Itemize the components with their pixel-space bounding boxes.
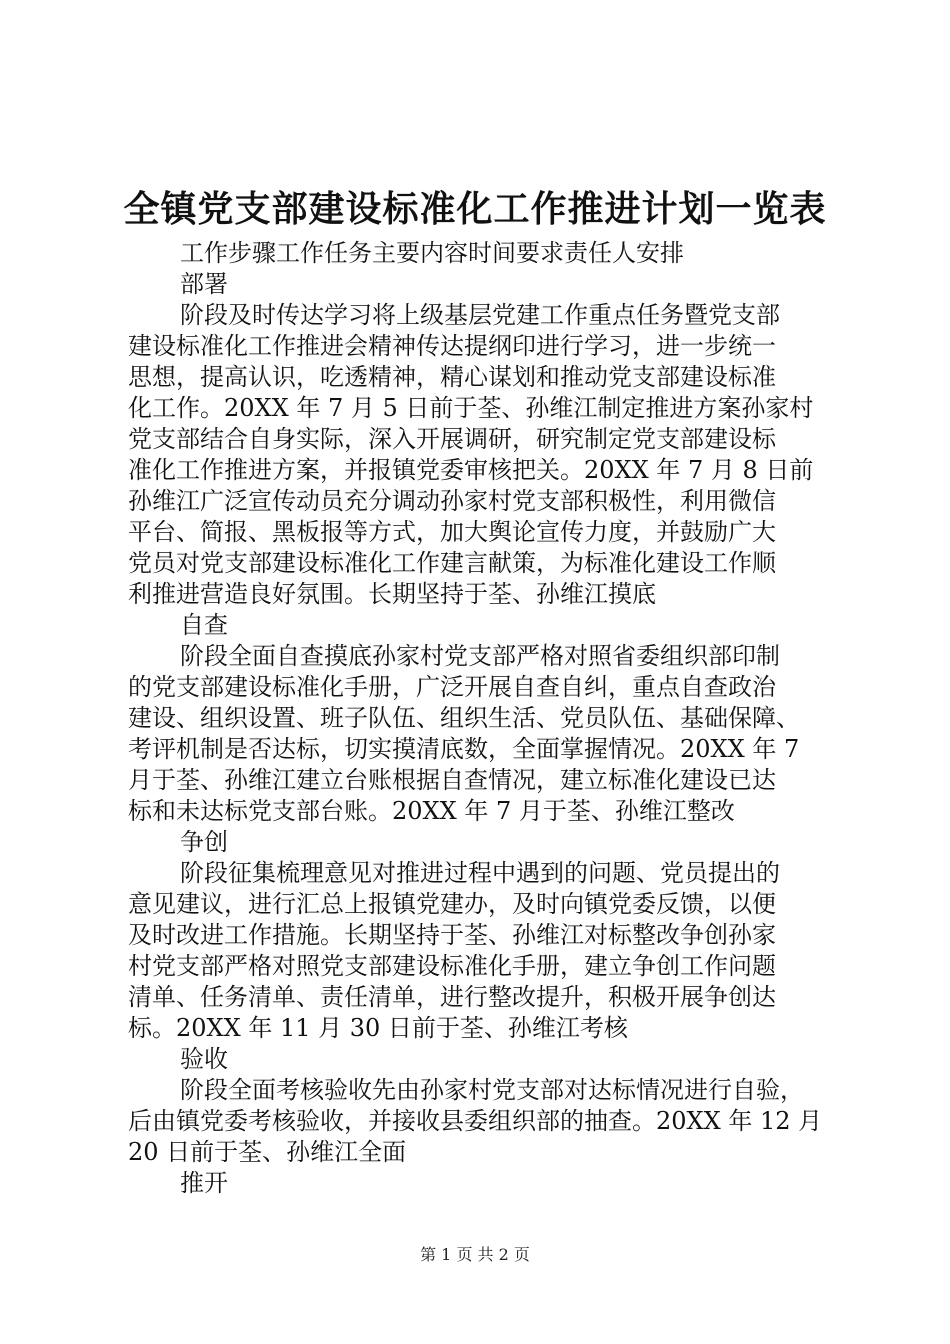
paragraph-line: 月于荃、孙维江建立台账根据自查情况，建立标准化建设已达 [128,766,776,794]
paragraph-line: 平台、简报、黑板报等方式，加大舆论宣传力度，并鼓励广大 [128,518,776,546]
paragraph-line: 考评机制是否达标，切实摸清底数，全面掌握情况。20XX 年 7 [128,735,800,763]
paragraph-line: 化工作。20XX 年 7 月 5 日前于荃、孙维江制定推进方案孙家村 [128,394,814,422]
stage-label-selfcheck: 自查 [180,611,228,639]
table-header-line: 工作步骤工作任务主要内容时间要求责任人安排 [180,239,684,267]
paragraph-line: 及时改进工作措施。长期坚持于荃、孙维江对标整改争创孙家 [128,921,776,949]
paragraph-line: 阶段征集梳理意见对推进过程中遇到的问题、党员提出的 [180,859,780,887]
paragraph-line: 清单、任务清单、责任清单，进行整改提升，积极开展争创达 [128,983,776,1011]
stage-label-compete: 争创 [180,828,228,856]
paragraph-line: 后由镇党委考核验收，并接收县委组织部的抽查。20XX 年 12 月 [128,1107,823,1135]
paragraph-line: 阶段全面考核验收先由孙家村党支部对达标情况进行自验， [180,1076,804,1104]
paragraph-line: 党支部结合自身实际，深入开展调研，研究制定党支部建设标 [128,425,776,453]
paragraph-line: 思想，提高认识，吃透精神，精心谋划和推动党支部建设标准 [128,363,776,391]
paragraph-line: 阶段全面自查摸底孙家村党支部严格对照省委组织部印制 [180,642,780,670]
paragraph-line: 标。20XX 年 11 月 30 日前于荃、孙维江考核 [128,1014,628,1042]
paragraph-line: 阶段及时传达学习将上级基层党建工作重点任务暨党支部 [180,301,780,329]
paragraph-line: 标和未达标党支部台账。20XX 年 7 月于荃、孙维江整改 [128,797,735,825]
paragraph-line: 利推进营造良好氛围。长期坚持于荃、孙维江摸底 [128,580,656,608]
stage-label-deploy: 部署 [180,270,228,298]
paragraph-line: 建设标准化工作推进会精神传达提纲印进行学习，进一步统一 [128,332,776,360]
paragraph-line: 20 日前于荃、孙维江全面 [128,1138,407,1166]
paragraph-line: 党员对党支部建设标准化工作建言献策，为标准化建设工作顺 [128,549,776,577]
paragraph-line: 孙维江广泛宣传动员充分调动孙家村党支部积极性，利用微信 [128,487,776,515]
stage-label-acceptance: 验收 [180,1045,228,1073]
paragraph-line: 村党支部严格对照党支部建设标准化手册，建立争创工作问题 [128,952,776,980]
document-body [128,238,830,1199]
paragraph-line: 准化工作推进方案，并报镇党委审核把关。20XX 年 7 月 8 日前 [128,456,814,484]
paragraph-line: 的党支部建设标准化手册，广泛开展自查自纠，重点自查政治 [128,673,776,701]
stage-label-rollout: 推开 [180,1169,228,1197]
paragraph-line: 建设、组织设置、班子队伍、组织生活、党员队伍、基础保障、 [128,704,800,732]
page-number-footer: 第 1 页 共 2 页 [420,1245,530,1264]
document-title: 全镇党支部建设标准化工作推进计划一览表 [123,188,827,230]
paragraph-line: 意见建议，进行汇总上报镇党建办，及时向镇党委反馈，以便 [128,890,776,918]
